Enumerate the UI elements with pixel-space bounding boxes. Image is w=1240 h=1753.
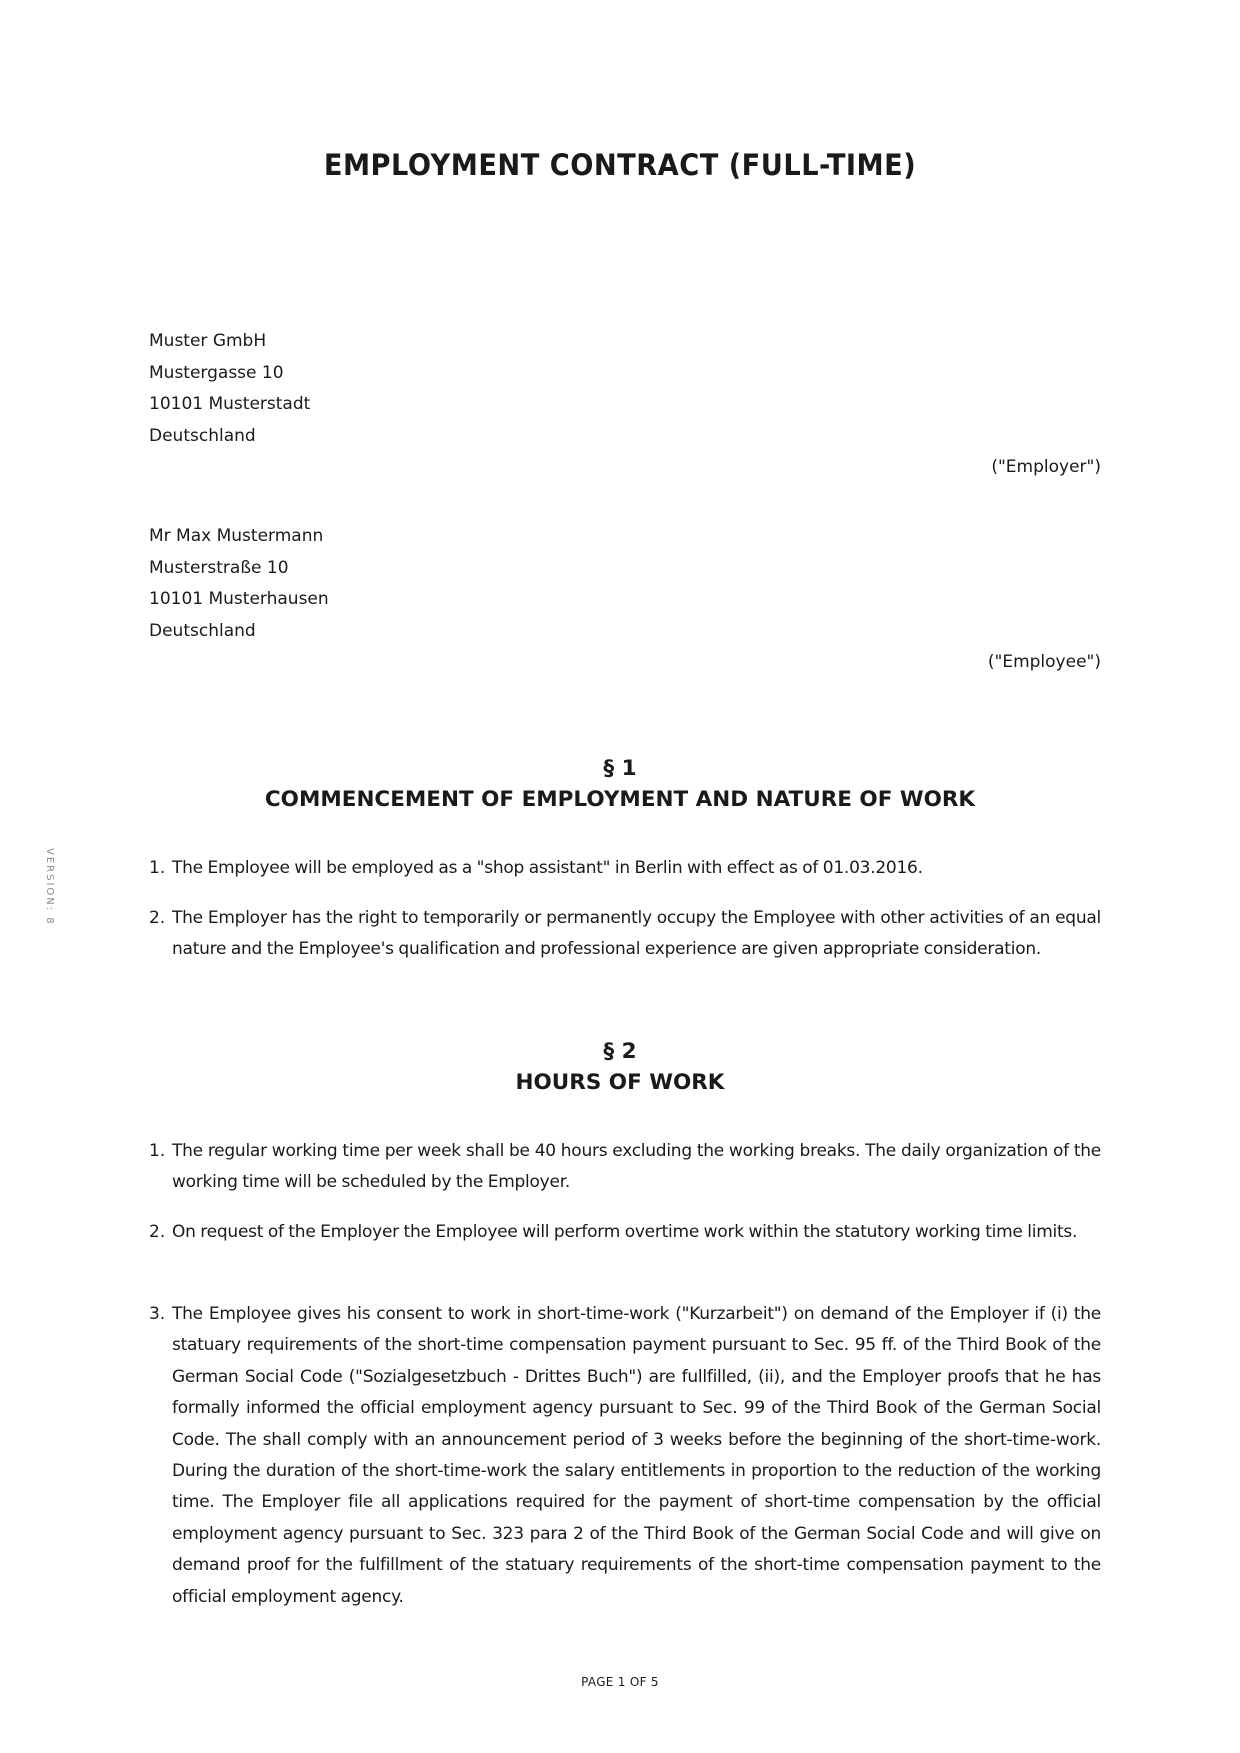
version-label: VERSION: 8	[44, 848, 55, 926]
page-number-footer: PAGE 1 OF 5	[581, 1675, 659, 1689]
section-1-clause-2	[149, 903, 1101, 966]
clause-text: On request of the Employer the Employee will perform overtime work within the statutory working time limits.	[172, 1222, 1078, 1242]
section-2-number: § 2	[603, 1039, 637, 1064]
employer-name: Muster GmbH	[149, 331, 267, 351]
clause-number: 2.	[149, 908, 166, 928]
section-2-clause-1	[149, 1136, 1101, 1199]
section-1-number: § 1	[603, 756, 637, 781]
section-2-clause-2	[149, 1217, 1101, 1248]
employer-street: Mustergasse 10	[149, 362, 284, 383]
section-1-clause-1	[149, 853, 1101, 884]
employer-address	[149, 326, 310, 452]
employer-country: Deutschland	[149, 425, 256, 446]
clause-text: The Employee gives his consent to work in short-time-work ("Kurzarbeit") on demand of the Employer if (i) the statuary requirements of the short-time compensation payment pursuant to Sec. 95 ff. of the Third Book of the German Social Code ("Sozialgesetzbuch - Drittes Buch") are fullfilled, (ii), and the Employer proofs that he has formally informed the official employment agency pursuant to Sec. 99 of the Third Book of the German Social Code. The shall comply with an announcement period of 3 weeks before the beginning of the short-time-work. During the duration of the short-time-work the salary entitlements in proportion to the reduction of the working time. The Employer file all applications required for the payment of short-time compensation by the official employment agency pursuant to Sec. 323 para 2 of the Third Book of the German Social Code and will give on demand proof for the fulfillment of the statuary requirements of the short-time compensation payment to the official employment agency.	[172, 1304, 1101, 1607]
clause-number: 1.	[149, 858, 166, 878]
clause-text: The Employer has the right to temporarily or permanently occupy the Employee with other activities of an equal nature and the Employee's qualification and professional experience are given appropriate consideration.	[172, 908, 1101, 960]
employee-city: 10101 Musterhausen	[149, 589, 329, 609]
employer-label: ("Employer")	[991, 457, 1101, 477]
clause-text: The Employee will be employed as a "shop assistant" in Berlin with effect as of 01.03.2016.	[172, 858, 923, 878]
employee-country: Deutschland	[149, 620, 256, 641]
clause-number: 1.	[149, 1141, 166, 1161]
clause-text: The regular working time per week shall be 40 hours excluding the working breaks. The daily organization of the working time will be scheduled by the Employer.	[172, 1141, 1101, 1193]
clause-number: 2.	[149, 1222, 166, 1242]
employee-label: ("Employee")	[987, 652, 1101, 672]
employee-street: Musterstraße 10	[149, 557, 289, 578]
document-title: EMPLOYMENT CONTRACT (FULL-TIME)	[323, 148, 917, 182]
section-1-title: COMMENCEMENT OF EMPLOYMENT AND NATURE OF WORK	[264, 787, 976, 812]
employee-address	[149, 521, 329, 647]
employer-city: 10101 Musterstadt	[149, 394, 311, 414]
clause-number: 3.	[149, 1304, 166, 1324]
section-2-title: HOURS OF WORK	[515, 1070, 725, 1095]
employee-name: Mr Max Mustermann	[149, 526, 324, 546]
section-2-clause-3	[149, 1299, 1101, 1613]
